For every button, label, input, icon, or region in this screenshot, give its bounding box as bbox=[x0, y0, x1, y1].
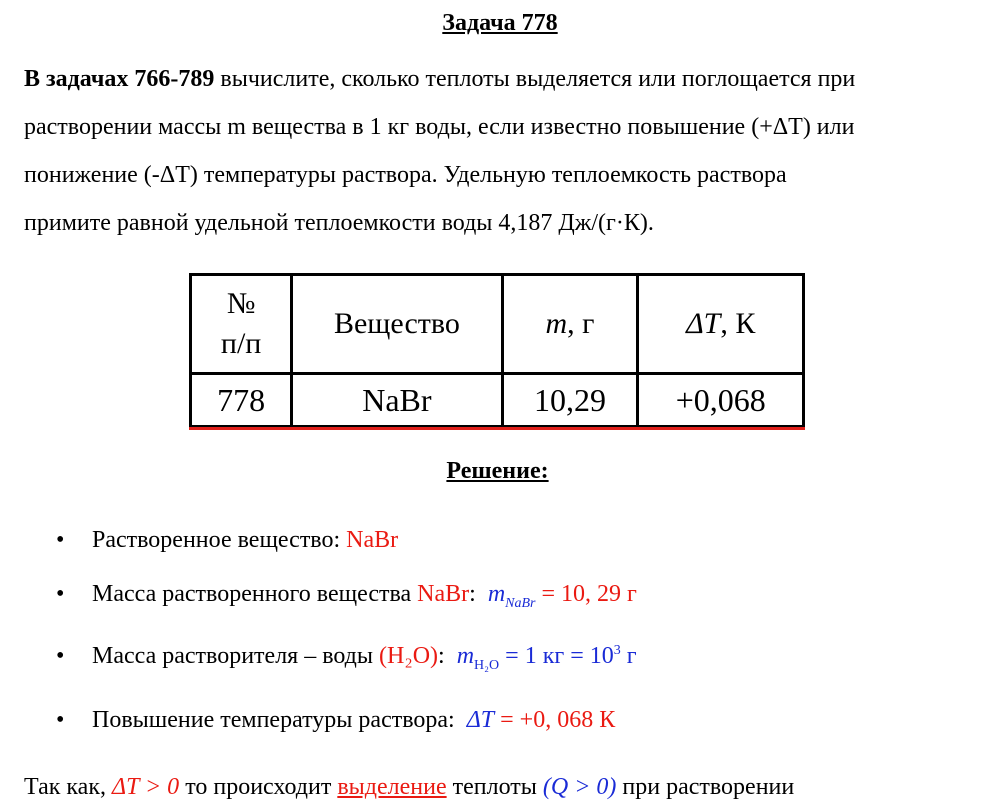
bullet-icon: • bbox=[56, 581, 65, 607]
formula-superscript: 3 bbox=[613, 643, 621, 658]
formula-unit: г bbox=[620, 643, 637, 669]
fact-label: Масса растворителя – воды bbox=[92, 643, 380, 669]
conclusion-part-2: то происходит bbox=[185, 774, 338, 800]
formula-symbol: m bbox=[487, 581, 506, 607]
fact-value: NaBr bbox=[346, 527, 399, 553]
task-range: В задачах 766-789 bbox=[24, 66, 215, 92]
task-table bbox=[189, 273, 805, 428]
fact-colon: : bbox=[438, 643, 445, 669]
bullet-icon: • bbox=[56, 527, 65, 553]
formula-subscript: H₂O bbox=[474, 657, 500, 673]
header-number-abbr: п/п bbox=[220, 327, 262, 360]
conclusion-line bbox=[24, 774, 974, 801]
table-header-row bbox=[191, 275, 804, 374]
cell-substance: NaBr bbox=[292, 374, 502, 427]
formula-value: = 10, 29 г bbox=[535, 581, 637, 607]
formula-symbol: m bbox=[456, 643, 475, 669]
fact-value: NaBr bbox=[417, 581, 470, 607]
formula-value: = +0, 068 К bbox=[494, 707, 616, 733]
fact-label: Растворенное вещество: bbox=[92, 527, 347, 553]
solution-title: Решение: bbox=[446, 458, 549, 484]
table-underline bbox=[189, 427, 805, 430]
header-mass-unit: , г bbox=[567, 307, 595, 340]
header-number bbox=[191, 275, 292, 374]
conclusion-part-4: при растворении bbox=[622, 774, 795, 800]
header-substance: Вещество bbox=[292, 275, 502, 374]
fact-colon: : bbox=[469, 581, 476, 607]
cell-delta-t: +0,068 bbox=[638, 374, 804, 427]
header-number-symbol: № bbox=[226, 287, 256, 320]
statement-line-2: растворении массы m вещества в 1 кг воды, если известно повышение (+ΔT) или bbox=[24, 114, 855, 140]
formula-value: = 1 кг = 10 bbox=[499, 643, 614, 669]
fact-label: Повышение температуры раствора: bbox=[92, 707, 461, 733]
cell-number: 778 bbox=[191, 374, 292, 427]
statement-line-3: понижение (-ΔT) температуры раствора. Удельную теплоемкость раствора bbox=[24, 162, 787, 188]
formula-symbol: ΔT bbox=[466, 707, 495, 733]
cell-mass: 10,29 bbox=[502, 374, 638, 427]
conclusion-part-3: теплоты bbox=[452, 774, 543, 800]
task-statement bbox=[24, 55, 974, 247]
conclusion-condition: ΔT > 0 bbox=[111, 774, 180, 800]
bullet-icon: • bbox=[56, 643, 65, 669]
statement-line-4: примите равной удельной теплоемкости воды 4,187 Дж/(г·К). bbox=[24, 210, 654, 236]
conclusion-q: (Q > 0) bbox=[542, 774, 617, 800]
statement-line-1: вычислите, сколько теплоты выделяется или поглощается при bbox=[214, 66, 856, 92]
header-delta-t-unit: , К bbox=[720, 307, 756, 340]
header-delta-t bbox=[638, 275, 804, 374]
header-delta-t-symbol: ΔT bbox=[686, 307, 721, 340]
fact-value: (H₂O) bbox=[379, 643, 439, 669]
conclusion-release: выделение bbox=[337, 774, 447, 800]
bullet-icon: • bbox=[56, 707, 65, 733]
task-title: Задача 778 bbox=[442, 10, 558, 36]
header-mass-symbol: m bbox=[545, 307, 568, 340]
table-row bbox=[191, 374, 804, 427]
fact-label: Масса растворенного вещества bbox=[92, 581, 418, 607]
formula-subscript: NaBr bbox=[505, 595, 536, 611]
conclusion-part-1: Так как, bbox=[24, 774, 112, 800]
header-mass bbox=[502, 275, 638, 374]
